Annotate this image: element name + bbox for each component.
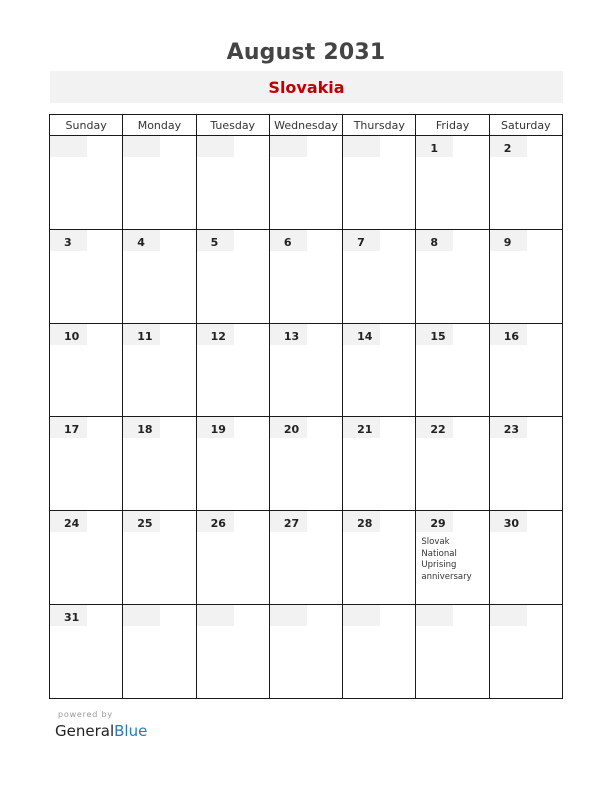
day-number: 10: [64, 329, 80, 343]
day-number-box: [416, 605, 453, 626]
day-cell: [489, 229, 562, 323]
empty-day-cell: [269, 605, 342, 699]
day-cell: [50, 605, 123, 699]
day-cell: [269, 229, 342, 323]
empty-day-cell: [123, 136, 196, 230]
empty-day-cell: [123, 605, 196, 699]
day-number: 14: [357, 329, 373, 343]
day-cell: [123, 229, 196, 323]
day-number: 20: [283, 423, 300, 437]
day-number: 27: [283, 517, 300, 531]
day-cell: [416, 323, 489, 417]
day-number-box: [490, 605, 527, 626]
empty-day-cell: [343, 136, 416, 230]
day-cell: [50, 323, 123, 417]
day-number: 30: [503, 517, 519, 531]
day-cell: [196, 417, 269, 511]
day-number: 13: [283, 329, 300, 343]
day-number: 22: [430, 423, 446, 437]
day-cell: [196, 229, 269, 323]
week-row: [50, 511, 563, 605]
day-number-box: [343, 136, 380, 157]
country-banner: [50, 71, 563, 103]
day-number-box: [270, 605, 307, 626]
day-number: 16: [503, 329, 519, 343]
day-number: 17: [64, 423, 80, 437]
powered-by-label: powered by: [58, 710, 113, 719]
day-cell: [416, 417, 489, 511]
day-cell: [123, 323, 196, 417]
day-number: 4: [137, 235, 145, 249]
day-cell: [489, 417, 562, 511]
day-number: 1: [430, 142, 439, 155]
calendar-title: August 2031: [226, 40, 386, 65]
day-number-box: [197, 136, 234, 157]
weekday-header-row: [50, 115, 563, 136]
day-number: 11: [137, 329, 153, 343]
day-cell: [196, 323, 269, 417]
day-number: 29: [430, 517, 446, 531]
day-number-box: [197, 605, 234, 626]
day-cell: [269, 323, 342, 417]
day-cell: [343, 511, 416, 605]
day-cell: [343, 229, 416, 323]
day-number: 6: [283, 235, 292, 249]
day-number-box: [123, 605, 160, 626]
day-cell: [343, 323, 416, 417]
day-number: 7: [357, 235, 365, 249]
week-row: [50, 323, 563, 417]
day-cell: [196, 511, 269, 605]
holiday-line: National: [421, 548, 457, 559]
day-cell: [269, 511, 342, 605]
empty-day-cell: [196, 605, 269, 699]
weekday-wednesday: Wednesday: [269, 115, 342, 136]
day-cell: [489, 136, 562, 230]
holiday-label: [421, 537, 487, 583]
empty-day-cell: [343, 605, 416, 699]
weekday-tuesday: Tuesday: [196, 115, 269, 136]
empty-day-cell: [489, 605, 562, 699]
day-cell: [343, 417, 416, 511]
country-name: Slovakia: [268, 78, 345, 97]
day-cell: [269, 417, 342, 511]
day-number: 19: [210, 423, 226, 437]
holiday-line: Uprising: [421, 560, 457, 571]
day-number: 2: [503, 142, 512, 155]
day-number: 31: [64, 611, 80, 625]
week-row: [50, 229, 563, 323]
day-cell: [489, 511, 562, 605]
day-number: 18: [137, 423, 153, 437]
day-number: 9: [503, 235, 512, 249]
day-number: 24: [64, 517, 80, 531]
day-number: 28: [357, 517, 373, 531]
day-cell: [50, 229, 123, 323]
day-number-box: [270, 136, 307, 157]
day-cell: [416, 511, 489, 605]
week-row: [50, 605, 563, 699]
day-number: 8: [430, 235, 439, 249]
logo-general: General: [55, 722, 115, 740]
day-cell: [123, 417, 196, 511]
day-number: 3: [64, 235, 72, 249]
week-row: [50, 417, 563, 511]
day-number: 26: [210, 517, 226, 531]
day-cell: [416, 136, 489, 230]
day-number: 25: [137, 517, 153, 531]
day-cell: [50, 417, 123, 511]
day-cell: [50, 511, 123, 605]
holiday-line: Slovak: [421, 537, 450, 548]
day-number-box: [343, 605, 380, 626]
empty-day-cell: [416, 605, 489, 699]
day-number: 5: [210, 235, 219, 249]
calendar-grid: [49, 114, 563, 699]
week-row: [50, 136, 563, 230]
generalblue-logo[interactable]: [55, 722, 147, 740]
empty-day-cell: [196, 136, 269, 230]
day-number: 15: [430, 329, 446, 343]
day-cell: [489, 323, 562, 417]
day-number: 21: [357, 423, 373, 437]
holiday-line: anniversary: [421, 571, 472, 582]
empty-day-cell: [269, 136, 342, 230]
day-cell: [416, 229, 489, 323]
logo-blue: Blue: [114, 722, 148, 740]
day-number-box: [50, 136, 87, 157]
day-cell: [123, 511, 196, 605]
weekday-saturday: Saturday: [489, 115, 562, 136]
weekday-friday: Friday: [416, 115, 489, 136]
day-number: 23: [503, 423, 519, 437]
weekday-monday: Monday: [123, 115, 196, 136]
day-number: 12: [210, 329, 226, 343]
weekday-sunday: Sunday: [50, 115, 123, 136]
empty-day-cell: [50, 136, 123, 230]
weekday-thursday: Thursday: [343, 115, 416, 136]
day-number-box: [123, 136, 160, 157]
